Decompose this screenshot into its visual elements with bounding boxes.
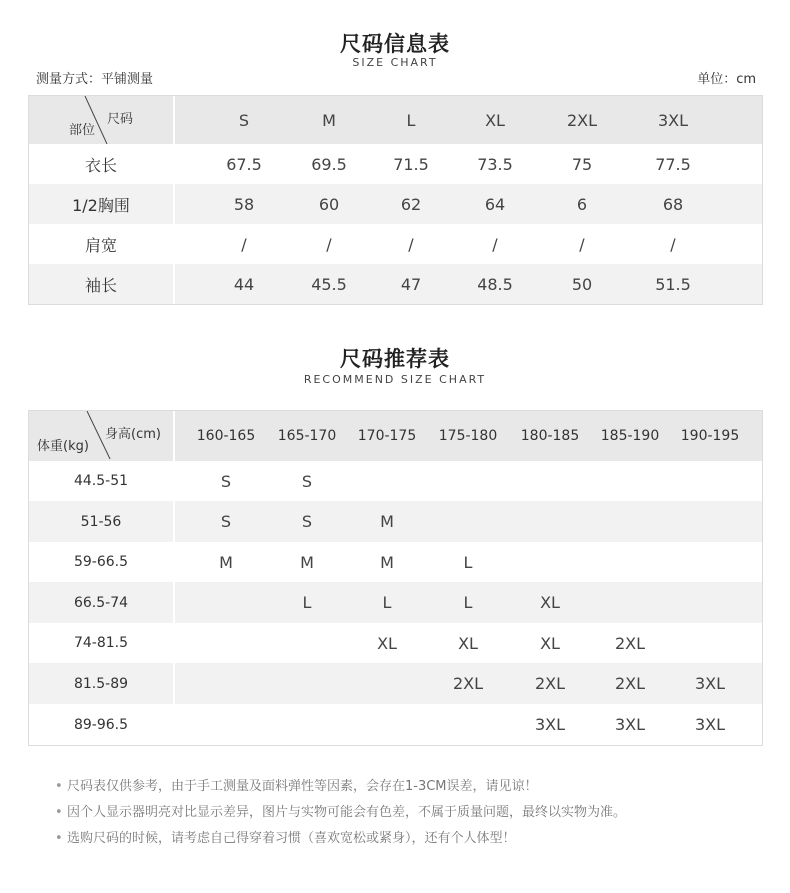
row-label: 66.5-74	[73, 594, 129, 611]
table-cell: M	[219, 552, 233, 572]
table-cell	[186, 704, 266, 745]
table-cell: /	[408, 234, 414, 254]
note-text: 因个人显示器明亮对比显示差异，图片与实物可能会有色差，不属于质量问题，最终以实物为准。	[67, 805, 627, 820]
table-row	[29, 144, 762, 184]
height-col-header: 160-165	[196, 428, 256, 444]
table-cell	[267, 704, 347, 745]
table-cell: 6	[576, 194, 588, 214]
size-chart-table	[28, 95, 763, 305]
table-cell: 51.5	[655, 274, 691, 294]
table-cell: 50	[571, 274, 593, 294]
table-cell	[590, 461, 670, 501]
size-col-header: L	[406, 110, 416, 130]
table-cell: XL	[540, 633, 560, 653]
table-cell: /	[670, 234, 676, 254]
note-text: 尺码表仅供参考，由于手工测量及面料弹性等因素，会存在1-3CM误差，请见谅！	[67, 779, 538, 794]
size-col-header: S	[238, 110, 250, 130]
corner-height-label: 身高(cm)	[105, 427, 161, 442]
table-cell: /	[326, 234, 332, 254]
size-corner-cell	[29, 96, 173, 144]
table-cell: 2XL	[452, 674, 484, 693]
table-cell: 44	[233, 274, 255, 294]
height-col-header: 165-170	[277, 428, 337, 444]
size-col-header: XL	[485, 110, 505, 130]
size-col-header: 2XL	[566, 110, 598, 130]
height-col-header: 185-190	[600, 428, 660, 444]
table-cell	[590, 582, 670, 623]
table-cell: S	[301, 471, 313, 491]
size-col-header: M	[322, 110, 336, 130]
table-cell	[267, 663, 347, 704]
table-row	[29, 623, 762, 663]
row-label: 袖长	[84, 275, 117, 295]
table-cell: XL	[540, 593, 560, 612]
row-label: 89-96.5	[73, 716, 129, 733]
table-cell	[428, 501, 508, 542]
table-cell: /	[241, 234, 247, 254]
list-item	[55, 778, 626, 804]
height-col-header: 180-185	[520, 428, 580, 444]
column-divider	[173, 411, 175, 745]
table-cell: 3XL	[694, 674, 726, 693]
row-label: 74-81.5	[73, 635, 129, 651]
table-row	[29, 542, 762, 582]
table-cell: 2XL	[534, 674, 566, 693]
list-item	[55, 830, 626, 856]
table-cell: 2XL	[614, 674, 646, 693]
table-cell	[670, 582, 750, 623]
height-col-header: 175-180	[438, 428, 498, 444]
table-cell	[428, 461, 508, 501]
table-cell	[590, 501, 670, 542]
height-col-header: 170-175	[357, 428, 417, 444]
table-cell: 67.5	[226, 154, 262, 174]
recommend-chart-table	[28, 410, 763, 746]
table-cell	[267, 623, 347, 663]
row-label: 44.5-51	[73, 473, 129, 489]
size-header-row	[29, 96, 762, 144]
row-label: 81.5-89	[73, 675, 129, 692]
table-cell: L	[463, 593, 473, 612]
table-row	[29, 663, 762, 704]
table-cell	[510, 501, 590, 542]
row-label: 1/2胸围	[72, 195, 130, 215]
row-label: 肩宽	[84, 235, 117, 255]
size-col-header: 3XL	[657, 110, 689, 130]
size-chart-subtitle: SIZE CHART	[352, 56, 438, 69]
table-cell	[510, 542, 590, 582]
table-cell: M	[380, 512, 394, 531]
table-cell: 60	[318, 194, 340, 214]
table-cell: 2XL	[614, 633, 646, 653]
table-row	[29, 184, 762, 224]
table-cell: 64	[484, 194, 506, 214]
table-cell	[347, 461, 427, 501]
note-text: 选购尺码的时候，请考虑自己得穿着习惯（喜欢宽松或紧身），还有个人体型！	[67, 831, 516, 846]
table-cell: 73.5	[477, 154, 513, 174]
diagonal-divider	[29, 96, 173, 144]
height-col-header: 190-195	[680, 428, 740, 444]
bullet-icon: •	[55, 805, 63, 820]
table-cell: 71.5	[393, 154, 429, 174]
table-cell	[510, 461, 590, 501]
table-cell	[428, 704, 508, 745]
column-divider	[173, 96, 175, 304]
table-cell	[186, 663, 266, 704]
corner-size-label: 尺码	[107, 112, 134, 127]
table-row	[29, 704, 762, 745]
table-cell: 47	[400, 274, 422, 294]
table-cell	[186, 582, 266, 623]
notes-list	[55, 778, 626, 856]
table-cell: 75	[571, 154, 593, 174]
table-cell: S	[220, 471, 232, 491]
table-row	[29, 224, 762, 264]
bullet-icon: •	[55, 831, 63, 846]
table-cell: 48.5	[477, 274, 513, 294]
unit-label: 单位：cm	[697, 72, 756, 87]
bullet-icon: •	[55, 779, 63, 794]
table-cell: S	[220, 512, 232, 531]
table-cell	[670, 623, 750, 663]
table-cell: L	[382, 593, 392, 612]
table-cell: 3XL	[534, 715, 566, 734]
table-row	[29, 461, 762, 501]
table-cell: XL	[377, 633, 397, 653]
table-cell: /	[579, 234, 585, 254]
table-cell: 3XL	[614, 715, 646, 734]
row-label: 衣长	[84, 155, 117, 175]
table-cell: L	[302, 593, 312, 612]
table-cell: 77.5	[655, 154, 691, 174]
table-cell	[347, 704, 427, 745]
table-cell: 62	[400, 194, 422, 214]
recommend-corner-cell	[29, 411, 173, 461]
table-cell: 69.5	[311, 154, 347, 174]
table-row	[29, 264, 762, 304]
corner-part-label: 部位	[69, 123, 96, 138]
height-header-row	[29, 411, 762, 461]
table-cell: M	[380, 552, 394, 572]
table-cell	[347, 663, 427, 704]
table-cell	[670, 542, 750, 582]
corner-weight-label: 体重(kg)	[37, 439, 89, 454]
table-cell: S	[301, 512, 313, 531]
table-cell: XL	[458, 633, 478, 653]
recommend-chart-title: 尺码推荐表	[340, 347, 450, 371]
list-item	[55, 804, 626, 830]
table-row	[29, 582, 762, 623]
table-row	[29, 501, 762, 542]
table-cell	[590, 542, 670, 582]
measure-method: 测量方式：平铺测量	[36, 72, 154, 87]
size-chart-title: 尺码信息表	[340, 32, 450, 56]
table-cell: L	[463, 552, 473, 572]
recommend-chart-subtitle: RECOMMEND SIZE CHART	[303, 373, 487, 386]
table-cell	[670, 461, 750, 501]
table-cell: M	[300, 552, 314, 572]
table-cell: 68	[662, 194, 684, 214]
table-cell: 45.5	[311, 274, 347, 294]
row-label: 59-66.5	[73, 554, 129, 570]
table-cell	[670, 501, 750, 542]
table-cell	[186, 623, 266, 663]
row-label: 51-56	[80, 513, 122, 530]
table-cell: /	[492, 234, 498, 254]
table-cell: 58	[233, 194, 255, 214]
table-cell: 3XL	[694, 715, 726, 734]
